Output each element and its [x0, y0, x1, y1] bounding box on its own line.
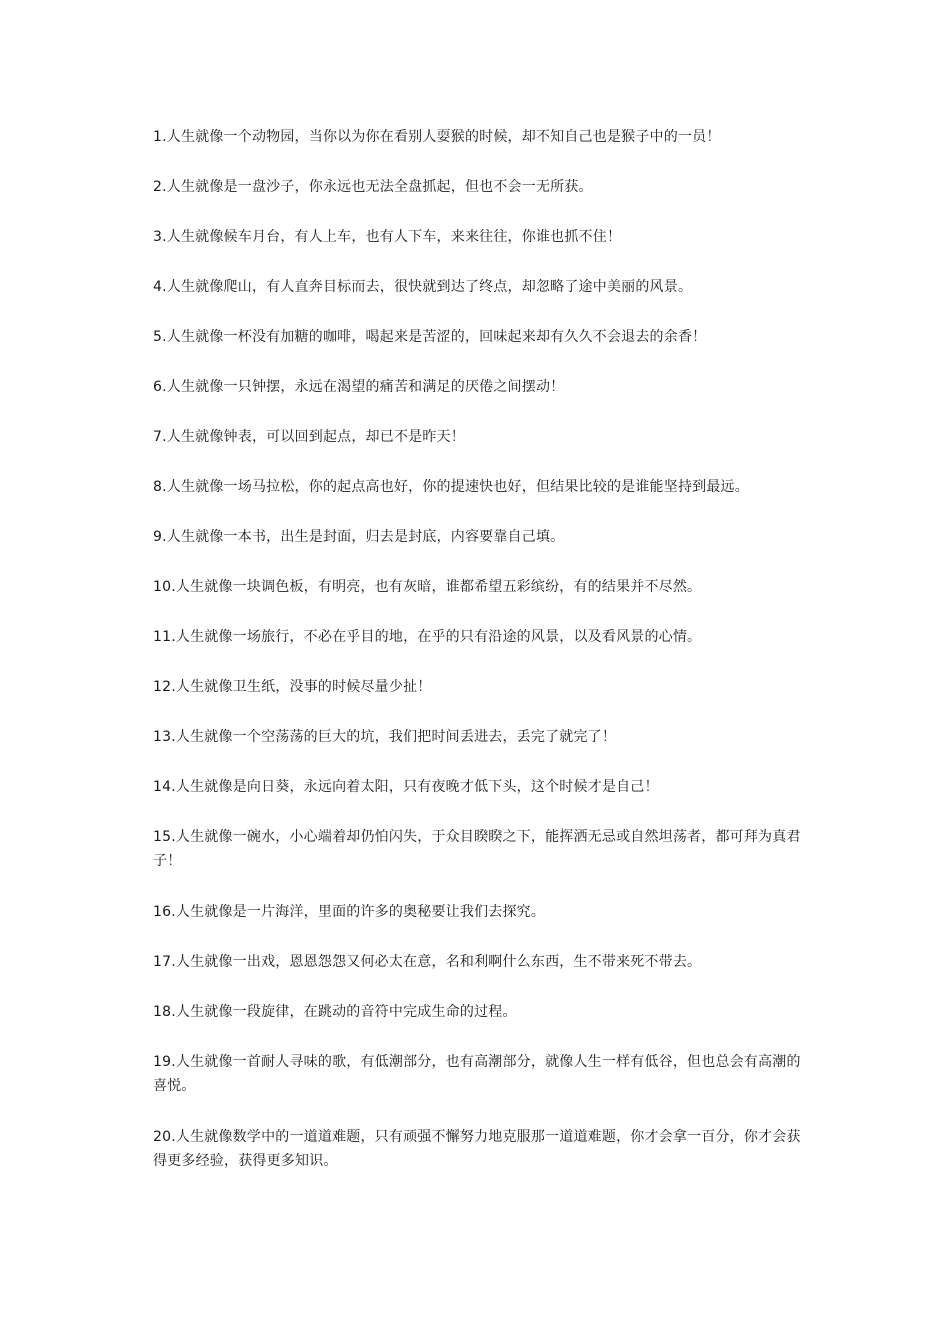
list-item: 18.人生就像一段旋律，在跳动的音符中完成生命的过程。	[153, 1004, 517, 1020]
list-item: 8.人生就像一场马拉松，你的起点高也好，你的提速快也好，但结果比较的是谁能坚持到最远。	[153, 479, 749, 495]
list-item: 11.人生就像一场旅行，不必在乎目的地，在乎的只有沿途的风景，以及看风景的心情。	[153, 629, 702, 645]
list-item: 13.人生就像一个空荡荡的巨大的坑，我们把时间丢进去，丢完了就完了！	[153, 729, 617, 745]
list-item: 20.人生就像数学中的一道道难题，只有顽强不懈努力地克服那一道道难题，你才会拿一百分，你才会获得更多经验，获得更多知识。	[153, 1129, 801, 1169]
list-item: 9.人生就像一本书，出生是封面，归去是封底，内容要靠自己填。	[153, 529, 565, 545]
list-item: 17.人生就像一出戏，恩恩怨怨又何必太在意，名和利啊什么东西，生不带来死不带去。	[153, 954, 702, 970]
list-item: 1.人生就像一个动物园，当你以为你在看别人耍猴的时候，却不知自己也是猴子中的一员！	[153, 129, 721, 145]
document-body	[153, 125, 803, 1200]
list-item: 3.人生就像候车月台，有人上车，也有人下车，来来往往，你谁也抓不住！	[153, 229, 622, 245]
list-item: 7.人生就像钟表，可以回到起点，却已不是昨天！	[153, 429, 465, 445]
list-item: 4.人生就像爬山，有人直奔目标而去，很快就到达了终点，却忽略了途中美丽的风景。	[153, 279, 693, 295]
list-item: 5.人生就像一杯没有加糖的咖啡，喝起来是苦涩的，回味起来却有久久不会退去的余香！	[153, 329, 707, 345]
list-item: 19.人生就像一首耐人寻味的歌，有低潮部分，也有高潮部分，就像人生一样有低谷，但也总会有高潮的喜悦。	[153, 1054, 801, 1094]
list-item: 14.人生就像是向日葵，永远向着太阳，只有夜晚才低下头，这个时候才是自己！	[153, 779, 659, 795]
list-item: 10.人生就像一块调色板，有明亮，也有灰暗，谁都希望五彩缤纷，有的结果并不尽然。	[153, 579, 702, 595]
list-item: 6.人生就像一只钟摆，永远在渴望的痛苦和满足的厌倦之间摆动！	[153, 379, 565, 395]
list-item: 12.人生就像卫生纸，没事的时候尽量少扯！	[153, 679, 432, 695]
list-item: 2.人生就像是一盘沙子，你永远也无法全盘抓起，但也不会一无所获。	[153, 179, 593, 195]
list-item: 16.人生就像是一片海洋，里面的许多的奥秘要让我们去探究。	[153, 904, 546, 920]
list-item: 15.人生就像一碗水，小心端着却仍怕闪失，于众目睽睽之下，能挥洒无忌或自然坦荡者，都可拜为真君子！	[153, 829, 801, 869]
